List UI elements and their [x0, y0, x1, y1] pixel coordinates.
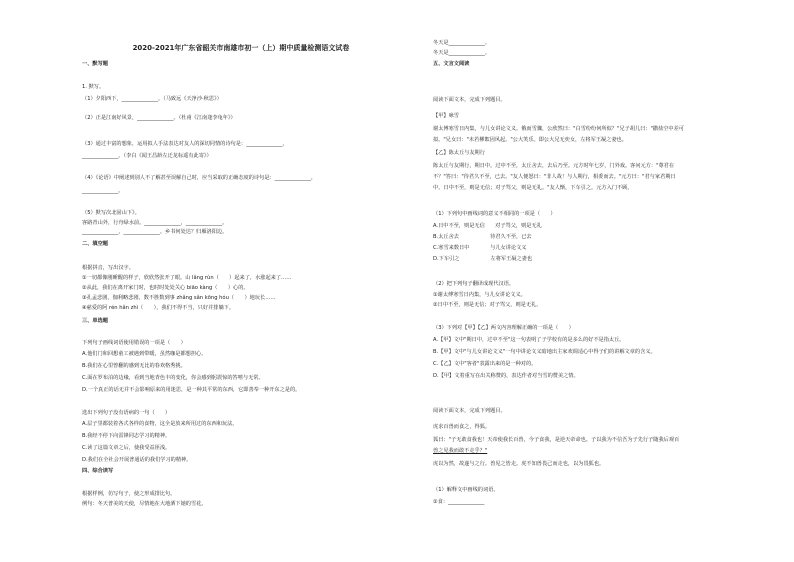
instruction-text: 阅读下面文本，完成下列题目。 [433, 97, 506, 103]
question-text: ②日中不至，则是无信；对子骂父，则是无礼。 [433, 302, 542, 308]
question-text: ①一切都像刚睡醒的样子，欣欣然张开了眼。山 lǎng rùn（ ）起来了，水涨起来了…… [82, 275, 292, 281]
option-text: D.下车引之 左将军王凝之妻也 [433, 256, 533, 262]
option-text: A.层子里都装着各式各样的食物，这全是放来所用过的东西和玩法。 [82, 421, 238, 427]
answer-line: ①食：______________ [433, 499, 485, 505]
option-text: B.我经不停下向雷锋同志学习的精神。 [82, 433, 171, 439]
option-text: C.面在罗布泊的边缘，看到当地青色丰的变化，你会感到躬震惊的答嘻与无常。 [82, 375, 264, 381]
question-text: （4）《论语》中阐述到别人不了解甚至误解自己时，应当采取的正确态度的诗句是：______________， [82, 175, 317, 181]
option-text: B.我们在心里曾翻的感到无比的春欢格秀挑。 [82, 363, 186, 369]
passage-text: 不？"答曰："待君久不至，已去。"友人便怒曰："非人哉！与人期行，相委而去。"元方曰："君与家君期日 [433, 174, 676, 180]
question-text: （2）把下列句子翻译成现代汉语。 [433, 281, 515, 287]
question-text: 客路青山外，行舟绿水前。______________，______________。 [82, 220, 228, 226]
passage-title: 【乙】陈太丘与友期行 [433, 150, 485, 156]
passage-text: 狐曰："子无敢食我也！天帝使我长百兽，今子食我，是逆天帝命也。子以我为不信吾为子先行子随我后观百 [433, 437, 680, 443]
option-text: B.【甲】文中"与儿女讲论文义"一句中讲论文义暗地出主家欢调适心中得子们的讲解文章的含义。 [433, 349, 656, 355]
passage-text: 虎求百兽而食之，得狐。 [433, 424, 491, 430]
question-text: ______________。 [82, 188, 124, 194]
passage-text: 拟。"兄女曰："未若柳絮因风起。"公大笑乐。即公大兄无奕女，左将军王凝之妻也。 [433, 137, 627, 143]
option-text: B.太丘舍去 待君久不至，已去 [433, 234, 532, 240]
option-text: D.一个真正的话无并不会影响原来的用迷思，是一种其平常的东西，它即善奉一种开东之是的。 [82, 387, 301, 393]
question-text: （5）默写次北固山下》。 [82, 210, 140, 216]
section-heading: 一、默写题 [82, 61, 108, 67]
question-text: 1. 默写。 [82, 84, 105, 90]
question-text: ④慈爱的阿 rén hǎn zhì（ ），我们不得不当，只好并排躺下。 [82, 305, 235, 311]
passage-title: 【甲】咏雪 [433, 113, 459, 119]
question-text: ③孔孟悲剧，伽利略悲剧，数不胜数到事 zhǎng sǎn kōng hóu（ ）地玩长…… [82, 295, 276, 301]
question-text: ______________，______________。乡书何处达？归雁洛阳边。 [82, 229, 228, 235]
question-text: 下列句子画线词语使用错误的一项是（ ） [82, 340, 186, 346]
option-text: A.日中不至，则是无信 对子骂父，则是无礼 [433, 223, 542, 229]
option-text: A.【甲】文中"期日中，过中不至"这一句表明了子学校有的是多么的好不是指太丘。 [433, 337, 625, 343]
question-text: ______________。（李白《闻王昌龄左迁龙标遥有此寄》） [82, 153, 212, 159]
exam-title: 2020-2021年广东省韶关市南雄市初一（上）期中质量检测语文试卷 [132, 44, 350, 52]
question-text: （1）下列句中画线词的意义不相同的一项是（ ） [433, 211, 556, 217]
passage-text: 中。日中不至，则是无信；对子骂父，则是无礼。"友人惭，下车引之。元方入门不顾。 [433, 185, 633, 191]
question-text: ②从此，我们在离开家门时，也时时处处关心 biāo kàng（ ）心的。 [82, 285, 249, 291]
option-text: D.我们在全社会开展普通话的我们学习的精神。 [82, 457, 192, 463]
option-text: D.【甲】文着重写在出关称赞的，表达作者对当雪的赞美之情。 [433, 373, 579, 379]
passage-text: 陈太丘与友期行，期日中。过中不至，太丘舍去，去后乃至。元方时年七岁，门外戏。客问元方："尊君在 [433, 163, 675, 169]
option-text: A.他们门和回想童工被遇到带暖，虽然咖是都想担心。 [82, 351, 207, 357]
section-heading: 二、填空题 [82, 241, 108, 247]
passage-text: 兽之见我而敢不走乎？" [433, 448, 488, 454]
question-text: ①谢太傅寒雪日内集，与儿女讲论文义。 [433, 292, 526, 298]
instruction-text: 阅读下面文本，完成下列题目。 [433, 408, 506, 414]
section-heading: 四、综合读写 [82, 468, 114, 474]
question-text: （3）下列对【甲】【乙】两文内容理解正确的一项是（ ） [433, 325, 574, 331]
section-heading: 三、单选题 [82, 318, 108, 324]
question-text: （2）正是江南好风景，______________。（杜甫《江南逢李龟年》） [82, 115, 236, 121]
question-text: 根据样例，仿写句子，使之形成排比句。 [82, 491, 176, 497]
question-text: （1）解释文中画线的词语。 [433, 487, 499, 493]
option-text: C.【乙】文中"客者"表露出来的是一种对的。 [433, 361, 537, 367]
section-heading: 五、文言文阅读 [433, 61, 470, 67]
answer-line: 冬天是______________。 [433, 40, 491, 46]
option-text: C.读了这篇文章之后，使我受益匪浅。 [82, 445, 171, 451]
passage-text: 虎以为然，故遂与之行。兽见之皆走。虎不知兽畏己而走也，以为畏狐也。 [433, 461, 605, 467]
passage-text: 谢太傅寒雪日内集，与儿女讲论文义。俄而雪骤，公欣然曰："白雪纷纷何所似？"兄子胡儿曰："撒盐空中差可 [433, 126, 684, 132]
question-text: （3）通过丰富的想象，运用拟人手法表达对友人的深切同情的诗句是：______________， [82, 141, 288, 147]
example-text: 例句：冬天普美的天使，尽情地在大地洒下她的雪花。 [82, 501, 207, 507]
question-text: 选出下列句子没有语病的一句（ ） [82, 410, 171, 416]
answer-line: 冬天是______________。 [433, 50, 491, 56]
question-text: （1）夕阳西下，______________。（马致远《天净沙·秋思》） [82, 96, 222, 102]
option-text: C.寒雪来数日中 与儿女讲论文义 [433, 245, 527, 251]
question-text: 根据拼音，写出汉字。 [82, 265, 134, 271]
